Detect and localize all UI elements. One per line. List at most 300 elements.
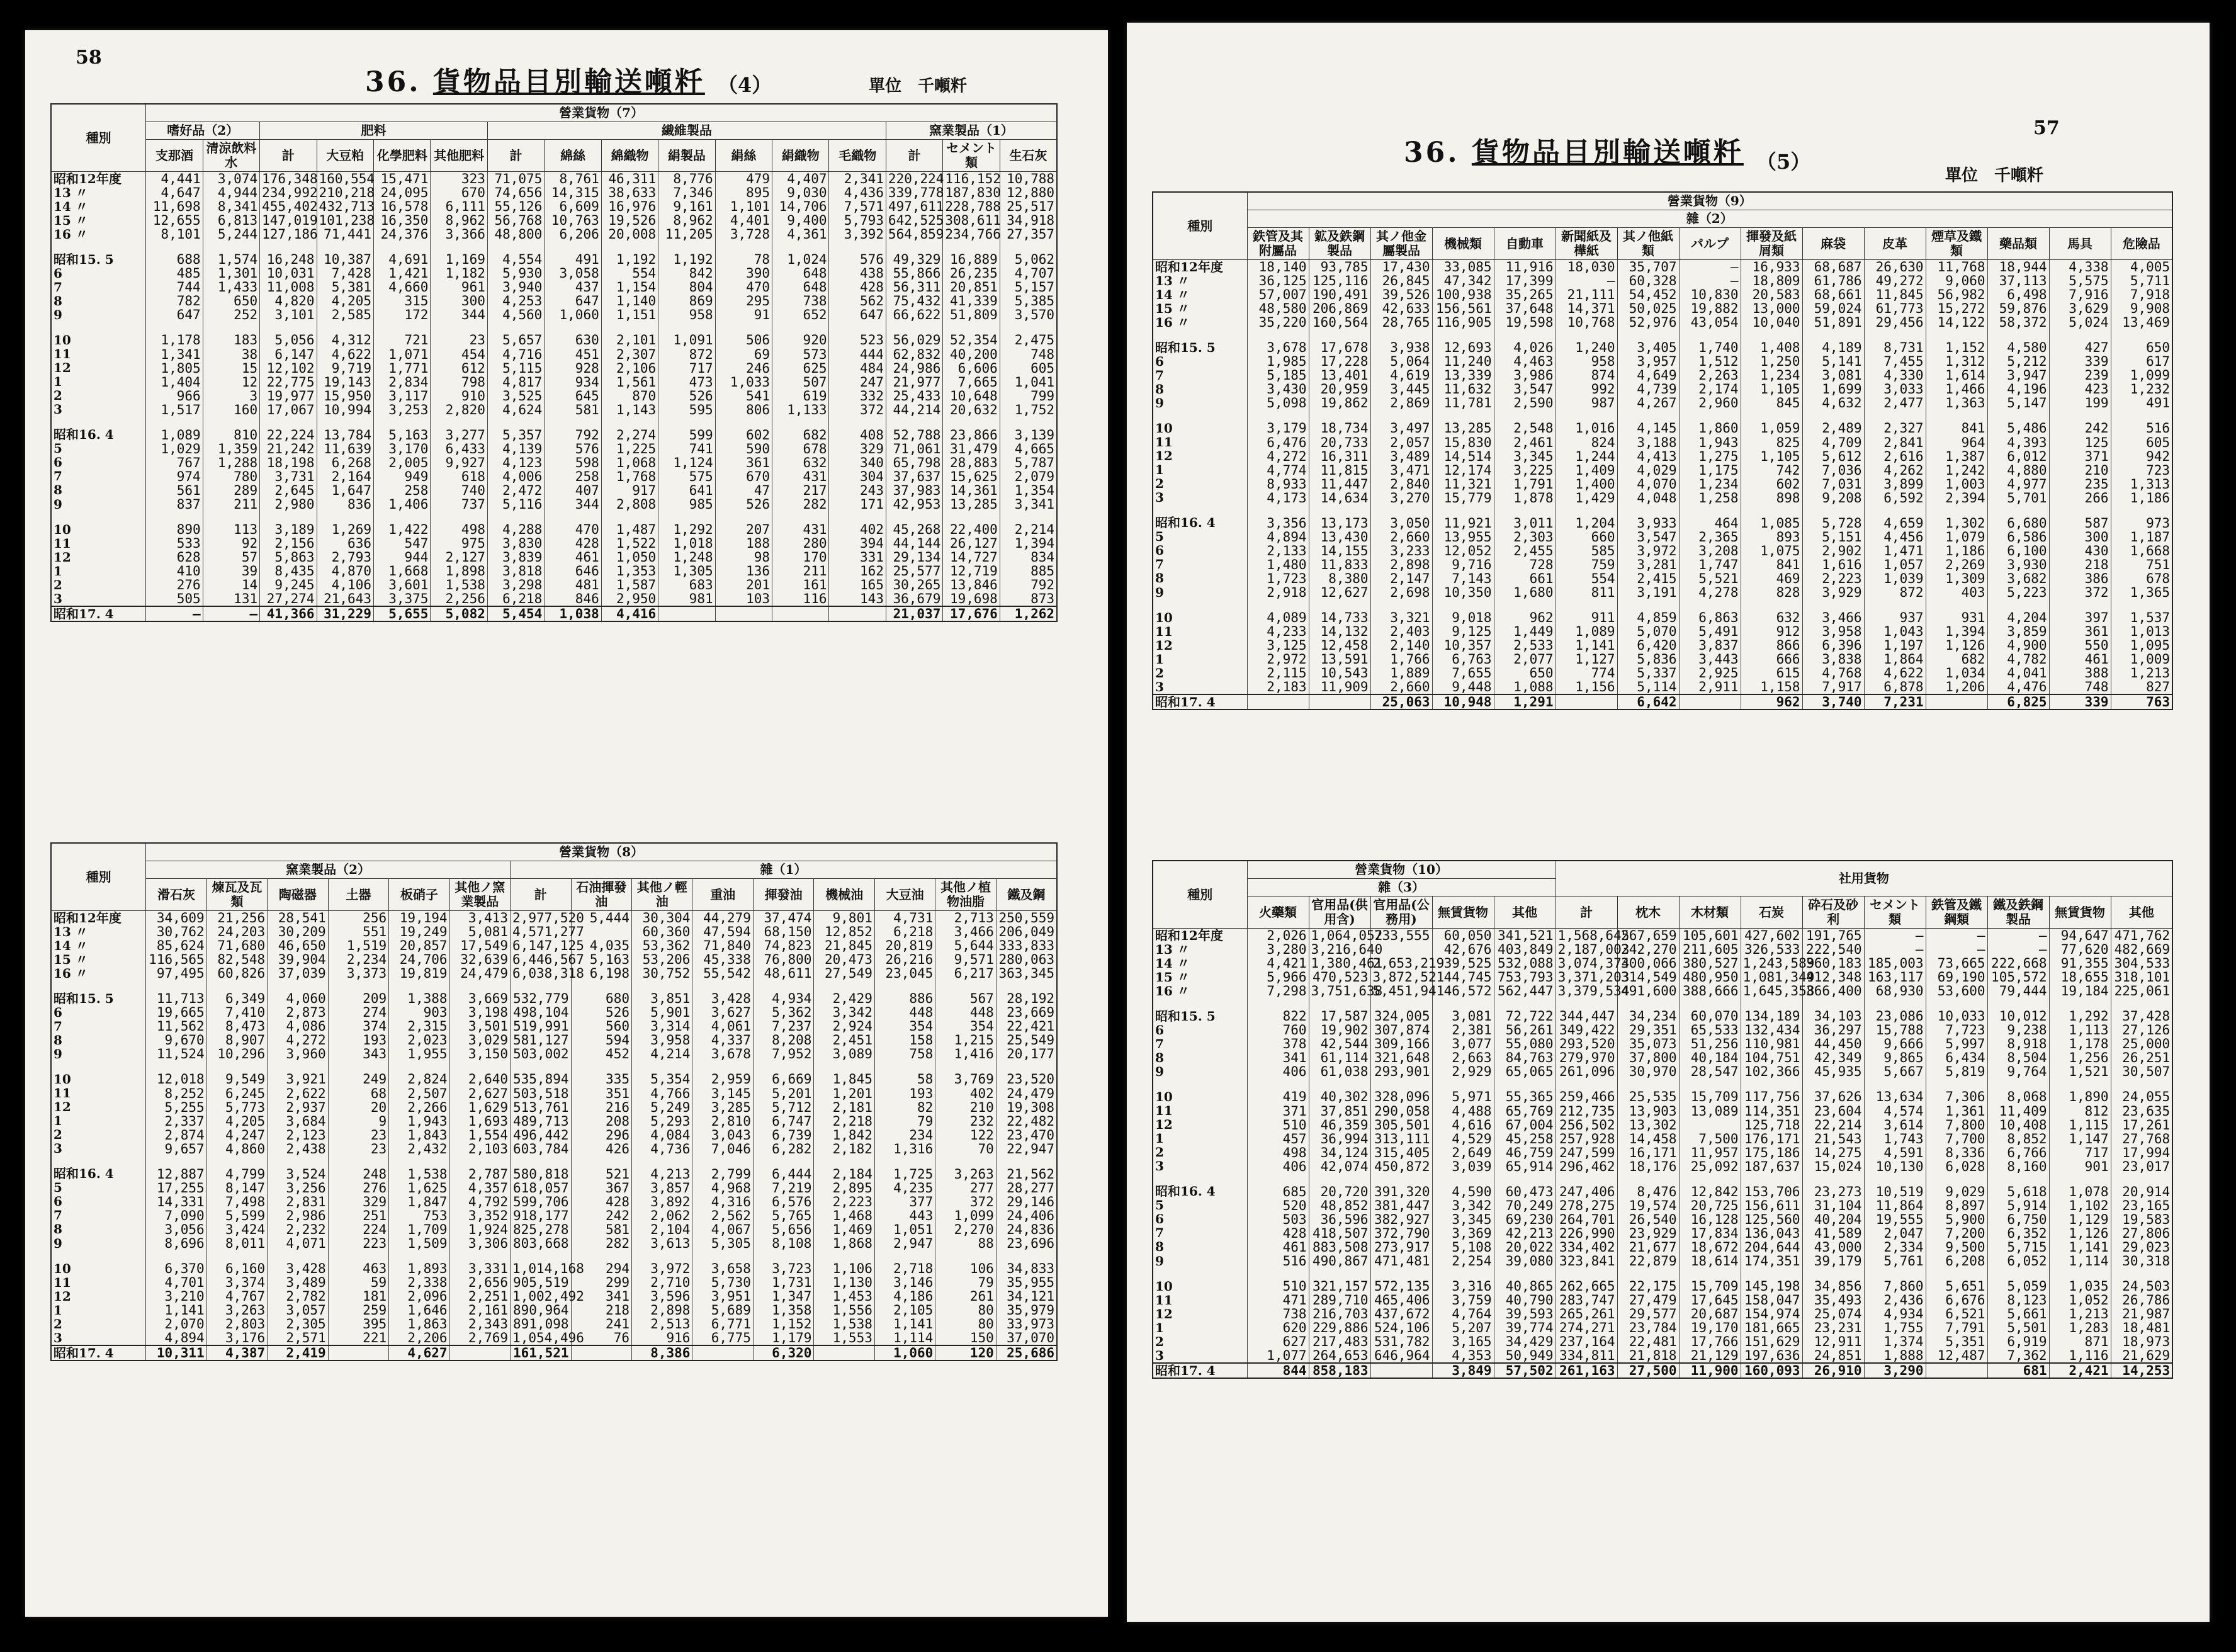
table-cell: 3,125 (1247, 638, 1309, 652)
table-cell: 6,038,318 (511, 966, 571, 980)
table-cell: 580,818 (511, 1167, 571, 1181)
table-cell: 21,845 (814, 939, 874, 953)
table-cell: 723 (2111, 463, 2172, 477)
table-cell: 1,075 (1741, 544, 1802, 558)
table-cell (814, 1345, 874, 1361)
table-cell: 1,645,358 (1741, 984, 1802, 998)
table-cell: 28,277 (996, 1181, 1057, 1195)
table-cell (772, 606, 829, 621)
table-title: 貨物品目別輸送噸粁 (432, 66, 705, 98)
table-cell: 76 (571, 1331, 631, 1345)
table-cell: 2,429 (814, 992, 874, 1005)
row-label: 8 (51, 484, 146, 497)
table-cell: 3,074 (203, 172, 259, 186)
table-cell: 5,486 (1987, 421, 2049, 435)
table-cell: 220,224 (886, 172, 942, 186)
table-cell: 934 (545, 375, 601, 389)
table-row (1153, 984, 2172, 998)
table-cell: 650 (1494, 666, 1556, 680)
table-cell: 176,171 (1741, 1132, 1802, 1146)
table-row (1153, 436, 2172, 450)
row-label: 13 〃 (1153, 942, 1247, 956)
row-label: 10 (1153, 611, 1247, 625)
table-cell: 7,498 (206, 1195, 267, 1209)
table-cell: 1,466 (1926, 382, 1987, 396)
table-cell: 632 (1741, 611, 1802, 625)
table-cell: 26,540 (1617, 1213, 1679, 1226)
table-cell: 974 (146, 470, 203, 484)
table-cell: 3,839 (487, 550, 544, 564)
table-cell: 1,089 (146, 428, 203, 442)
table-cell: 1,512 (1679, 354, 1741, 368)
table-cell: 2,571 (268, 1331, 328, 1345)
table-cell: 13,430 (1309, 530, 1370, 544)
table-cell: 216,703 (1309, 1307, 1370, 1321)
table-cell: 2,713 (935, 911, 996, 925)
table-cell: 8,341 (203, 200, 259, 213)
table-cell: 1,079 (1926, 530, 1987, 544)
table-cell: 1,099 (2111, 368, 2172, 382)
table-cell: 15,024 (1802, 1160, 1864, 1174)
table-cell: 228,788 (943, 200, 1000, 213)
table-row (1153, 396, 2172, 410)
table-cell: 4,401 (715, 213, 772, 227)
table-cell: 6,863 (1679, 611, 1741, 625)
table-cell: 11,957 (1679, 1146, 1741, 1160)
table-cell: 3,658 (692, 1262, 753, 1276)
table-cell: 326,533 (1741, 942, 1802, 956)
table-cell: 25,577 (886, 564, 942, 578)
table-cell: 125,116 (1309, 274, 1370, 288)
table-cell: 17,067 (260, 403, 317, 417)
table-cell: 1,725 (874, 1167, 935, 1181)
table-cell: 5,651 (1926, 1279, 1987, 1293)
table-cell: 62,832 (886, 348, 942, 361)
row-label: 昭和15. 5 (1153, 341, 1247, 354)
table-cell: 6,771 (692, 1317, 753, 1331)
table-row (51, 1250, 1057, 1262)
table-row (1153, 1279, 2172, 1293)
table-cell: 33,085 (1432, 260, 1494, 274)
table-cell: 65,798 (886, 456, 942, 470)
table-cell: 2,718 (874, 1262, 935, 1276)
table-cell: 2,184 (814, 1167, 874, 1181)
table-cell: 4,768 (1802, 666, 1864, 680)
row-label: 7 (51, 280, 146, 294)
table-cell: 22,214 (1802, 1118, 1864, 1132)
table-row (51, 1195, 1057, 1209)
table-cell: 2,307 (601, 348, 658, 361)
table-cell: 11,447 (1309, 477, 1370, 491)
table-row (1153, 1185, 2172, 1199)
table-cell: 2,206 (389, 1331, 449, 1345)
column-header: 煉瓦及瓦類 (206, 879, 267, 911)
table-cell: 23,866 (943, 428, 1000, 442)
table-cell: 4,247 (206, 1128, 267, 1142)
table-cell: 1,192 (658, 252, 715, 266)
table-cell: 410 (146, 564, 203, 578)
table-cell: 1,213 (2049, 1307, 2111, 1321)
table-cell: 153,706 (1741, 1185, 1802, 1199)
table-cell: 300,066 (1617, 956, 1679, 970)
table-row (51, 1072, 1057, 1086)
table-row (51, 1047, 1057, 1061)
table-cell: 738 (1247, 1307, 1309, 1321)
table-cell: 5,655 (373, 606, 430, 621)
row-label: 8 (1153, 572, 1247, 586)
table-cell: 2,432 (389, 1142, 449, 1156)
table-cell: 7,237 (753, 1019, 813, 1033)
table-cell: 1,105 (1741, 450, 1802, 463)
table-cell: 2,256 (431, 592, 487, 606)
table-cell: 395 (328, 1317, 388, 1331)
row-label: 12 (51, 361, 146, 375)
table-cell: 9,018 (1432, 611, 1494, 625)
table-cell: 4,407 (772, 172, 829, 186)
table-cell: 2,403 (1370, 625, 1432, 638)
table-row (51, 1061, 1057, 1072)
table-cell: 507 (772, 375, 829, 389)
table-cell: 204,644 (1741, 1240, 1802, 1254)
table-cell: 737 (431, 497, 487, 511)
table-cell: 156,561 (1432, 302, 1494, 315)
table-cell: 91,355 (2049, 956, 2111, 970)
table-cell: 44,279 (692, 911, 753, 925)
table-row (51, 186, 1057, 200)
table-cell: 8,731 (1864, 341, 1926, 354)
table-cell: 48,580 (1247, 302, 1309, 315)
table-cell: 890,964 (511, 1303, 571, 1317)
table-cell: 3,316 (1432, 1279, 1494, 1293)
table-cell: 2,656 (449, 1276, 510, 1289)
table-cell: 299 (571, 1276, 631, 1289)
table-cell: 484 (829, 361, 886, 375)
table-cell: 23,635 (2111, 1104, 2172, 1118)
table-cell: 2,918 (1247, 586, 1309, 599)
table-cell: 247,599 (1556, 1146, 1617, 1160)
column-header: 煙草及鐵類 (1926, 228, 1987, 260)
table-cell: 20,819 (874, 939, 935, 953)
table-cell: 7,090 (146, 1209, 206, 1223)
table-cell: 11,833 (1309, 558, 1370, 572)
table-cell: 293,901 (1370, 1065, 1432, 1078)
column-header: 其他 (2111, 897, 2172, 929)
table-row (1153, 1009, 2172, 1023)
table-cell: 4,413 (1617, 450, 1679, 463)
table-cell: 20,473 (814, 953, 874, 966)
table-cell: 987 (1556, 396, 1617, 410)
table-cell: 519,991 (511, 1019, 571, 1033)
table-cell: 71,061 (886, 442, 942, 456)
table-cell: 618,057 (511, 1181, 571, 1195)
table-cell: 3,430 (1247, 382, 1309, 396)
table-cell: 211 (203, 497, 259, 511)
table-cell: 2,315 (389, 1019, 449, 1033)
table-cell: 5,207 (1432, 1321, 1494, 1335)
table-cell: 210 (2049, 463, 2111, 477)
row-label: 16 〃 (1153, 315, 1247, 329)
table-cell: 4,262 (1864, 463, 1926, 477)
table-cell: 8,252 (146, 1087, 206, 1100)
table-cell: 17,766 (1679, 1335, 1741, 1349)
table-row (51, 523, 1057, 536)
table-cell: 4,267 (1617, 396, 1679, 410)
table-cell: 9,657 (146, 1142, 206, 1156)
table-cell: 1,114 (2049, 1254, 2111, 1268)
table-cell: 21,037 (886, 606, 942, 621)
table-cell: 17,834 (1679, 1226, 1741, 1240)
table-cell: 1,140 (601, 294, 658, 308)
table-cell: 53,362 (631, 939, 692, 953)
table-cell: 6,642 (1617, 694, 1679, 710)
table-cell: 2,101 (601, 333, 658, 347)
table-cell: 94,647 (2049, 929, 2111, 943)
table-cell: 804 (658, 280, 715, 294)
table-cell: 296,462 (1556, 1160, 1617, 1174)
table-cell: 397 (2049, 611, 2111, 625)
table-cell: 2,929 (1432, 1065, 1494, 1078)
column-header: 危險品 (2111, 228, 2172, 260)
table-cell: 55,126 (487, 200, 544, 213)
table-cell: 6,676 (1926, 1293, 1987, 1307)
unit-label: 單位 千噸粁 (1945, 166, 2044, 185)
row-label: 14 〃 (51, 939, 146, 953)
table-cell: 1,141 (874, 1317, 935, 1331)
table-cell: 1,699 (1802, 382, 1864, 396)
table-cell: 3,669 (449, 992, 510, 1005)
table-cell: 506 (715, 333, 772, 347)
table-cell: 23,045 (874, 966, 935, 980)
table-cell: 323,841 (1556, 1254, 1617, 1268)
table-cell: 344 (431, 308, 487, 322)
table-cell: 503,002 (511, 1047, 571, 1061)
subgroup-header: 窯業製品（1） (886, 122, 1057, 140)
table-cell: 1,234 (1741, 368, 1802, 382)
table-cell: 381,447 (1370, 1199, 1432, 1213)
table-cell: 465,406 (1370, 1293, 1432, 1307)
table-cell: 1,129 (2049, 1213, 2111, 1226)
table-cell: 3,759 (1432, 1293, 1494, 1307)
table-cell: 18,734 (1309, 421, 1370, 435)
table-cell: 748 (2049, 680, 2111, 694)
table-cell: 3,033 (1864, 382, 1926, 396)
table-cell: 1,680 (1494, 586, 1556, 599)
table-cell: 8,907 (206, 1033, 267, 1047)
table-cell: 331 (829, 550, 886, 564)
table-cell: 2,475 (1000, 333, 1057, 347)
table-row (1153, 652, 2172, 666)
table-cell: 44,144 (886, 536, 942, 550)
row-label: 11 (1153, 625, 1247, 638)
table-cell: 1,587 (601, 578, 658, 592)
table-cell: 5,765 (753, 1209, 813, 1223)
table-cell: 3,951 (692, 1289, 753, 1303)
subgroup-header: 繊維製品 (487, 122, 886, 140)
table-cell: 1,889 (1370, 666, 1432, 680)
table-cell: 239 (2049, 368, 2111, 382)
table-cell: 313,111 (1370, 1132, 1432, 1146)
table-cell: 10,296 (206, 1047, 267, 1061)
right-page (1127, 23, 2210, 1622)
table-cell: 3,524 (268, 1167, 328, 1181)
table-cell: 1,024 (772, 252, 829, 266)
table-cell: 27,126 (2111, 1023, 2172, 1037)
table-cell: 599 (658, 428, 715, 442)
column-header: 石炭 (1741, 897, 1802, 929)
table-cell: 208 (571, 1114, 631, 1128)
table-cell: 40,204 (1802, 1213, 1864, 1226)
table-cell: 218 (571, 1303, 631, 1317)
table-cell: 806 (715, 403, 772, 417)
table-cell: 4,774 (1247, 463, 1309, 477)
table-cell: 1,089 (1556, 625, 1617, 638)
table-cell: 2,810 (692, 1114, 753, 1128)
table-cell: 394 (829, 536, 886, 550)
table-cell: 7,791 (1926, 1321, 1987, 1335)
table-cell: 2,232 (268, 1223, 328, 1236)
table-cell: 162 (829, 564, 886, 578)
table-cell: 451 (545, 348, 601, 361)
table-cell: 1,197 (1864, 638, 1926, 652)
table-cell: 14,331 (146, 1195, 206, 1209)
table-cell: 1,898 (431, 564, 487, 578)
column-header: 鉄管及其附屬品 (1247, 228, 1309, 260)
table-cell: 66,622 (886, 308, 942, 322)
table-cell: 760 (1247, 1023, 1309, 1037)
table-cell: 56,768 (487, 213, 544, 227)
row-label: 9 (1153, 1065, 1247, 1078)
table-cell: 958 (658, 308, 715, 322)
table-cell: 3,471 (1370, 463, 1432, 477)
table-cell: 6,669 (753, 1072, 813, 1086)
table-cell: 293,520 (1556, 1037, 1617, 1051)
table-cell: 3,056 (146, 1223, 206, 1236)
table-cell: 886 (874, 992, 935, 1005)
table-cell: 2,269 (1926, 558, 1987, 572)
table-cell: 1,890 (2049, 1090, 2111, 1104)
table-cell: 4,707 (1000, 266, 1057, 280)
table-cell: 14,155 (1309, 544, 1370, 558)
table-cell: 3,972 (631, 1262, 692, 1276)
table-cell: 642,525 (886, 213, 942, 227)
table-cell: 71,441 (317, 227, 373, 241)
table-cell: 22,482 (996, 1114, 1057, 1128)
table-cell: 207 (715, 523, 772, 536)
table-cell: 3,678 (692, 1047, 753, 1061)
table-cell: 1,141 (1556, 638, 1617, 652)
table-cell: 6,012 (1987, 450, 2049, 463)
table-cell: 728 (1494, 558, 1556, 572)
table-cell: 57,502 (1494, 1363, 1556, 1378)
table-cell: 116,152 (943, 172, 1000, 186)
table-cell: 22,947 (996, 1142, 1057, 1156)
table-cell: 4,145 (1617, 421, 1679, 435)
table-cell: 68,930 (1864, 984, 1926, 998)
table-cell: 151,629 (1741, 1335, 1802, 1349)
table-cell: 1,292 (2049, 1009, 2111, 1023)
table-row (51, 1087, 1057, 1100)
table-cell: 19,170 (1679, 1321, 1741, 1335)
column-header: 藥品類 (1987, 228, 2049, 260)
table-cell: 335 (571, 1072, 631, 1086)
table-cell: 3,371,203 (1556, 970, 1617, 984)
table-cell: 431 (772, 470, 829, 484)
table-cell: 10,830 (1679, 288, 1741, 302)
table-cell: 2,334 (1864, 1240, 1926, 1254)
table-body (51, 172, 1057, 622)
table-cell: 48,611 (753, 966, 813, 980)
table-cell: 37,637 (886, 470, 942, 484)
table-cell: 262,665 (1556, 1279, 1617, 1293)
table-cell: 332 (829, 389, 886, 403)
table-cell: 3,366 (431, 227, 487, 241)
table-row (1153, 1321, 2172, 1335)
table-cell: 1,843 (389, 1128, 449, 1142)
table-cell: 9,029 (1926, 1185, 1987, 1199)
table-row (51, 308, 1057, 322)
table-cell: 5,521 (1679, 572, 1741, 586)
table-cell: 1,283 (2049, 1321, 2111, 1335)
table-cell: 21,242 (260, 442, 317, 456)
table-cell: 1,629 (449, 1100, 510, 1114)
row-label: 3 (1153, 1349, 1247, 1363)
table-cell: 6,206 (545, 227, 601, 241)
table-cell: 18,176 (1617, 1160, 1679, 1174)
table-cell: 3,352 (449, 1209, 510, 1223)
table-cell: 2,947 (874, 1236, 935, 1250)
table-cell: 2,977,520 (511, 911, 571, 925)
table-cell: 10,031 (260, 266, 317, 280)
table-cell: 2,873 (268, 1005, 328, 1019)
table-cell: 1,309 (1926, 572, 1987, 586)
table-cell: 4,353 (1432, 1349, 1494, 1363)
table-row (1153, 1160, 2172, 1174)
table-cell: 24,479 (449, 966, 510, 980)
column-header: 其ノ他金屬製品 (1370, 228, 1432, 260)
table-cell: 516 (2111, 421, 2172, 435)
table-cell: 910 (431, 389, 487, 403)
table-cell: 13,000 (1741, 302, 1802, 315)
table-row (1153, 341, 2172, 354)
table-cell: 24,055 (2111, 1090, 2172, 1104)
table-cell: 183 (203, 333, 259, 347)
table-cell: 1,469 (814, 1223, 874, 1236)
table-cell: 20,733 (1309, 436, 1370, 450)
table-cell: 1,187 (2111, 530, 2172, 544)
table-cell: 3,331 (449, 1262, 510, 1276)
table-cell: 3,170 (373, 442, 430, 456)
table-cell: 1,449 (1494, 625, 1556, 638)
table-cell: 13,591 (1309, 652, 1370, 666)
table-cell: 11,900 (1679, 1363, 1741, 1378)
row-label: 15 〃 (1153, 302, 1247, 315)
table-cell: 551 (328, 925, 388, 939)
table-cell: 4,476 (1987, 680, 2049, 694)
table-cell: 869 (658, 294, 715, 308)
table-cell: 37,800 (1617, 1051, 1679, 1065)
row-label: 6 (1153, 1023, 1247, 1037)
table-cell: 55,542 (692, 966, 753, 980)
table-cell: 6,320 (753, 1345, 813, 1361)
table-cell: 354 (874, 1019, 935, 1033)
table-cell: 37,070 (996, 1331, 1057, 1345)
table-row (1153, 410, 2172, 421)
table-cell: 18,672 (1679, 1240, 1741, 1254)
table-row (51, 200, 1057, 213)
table-cell: 1,215 (935, 1033, 996, 1047)
table-cell: 75,432 (886, 294, 942, 308)
table-cell: 1,421 (373, 266, 430, 280)
